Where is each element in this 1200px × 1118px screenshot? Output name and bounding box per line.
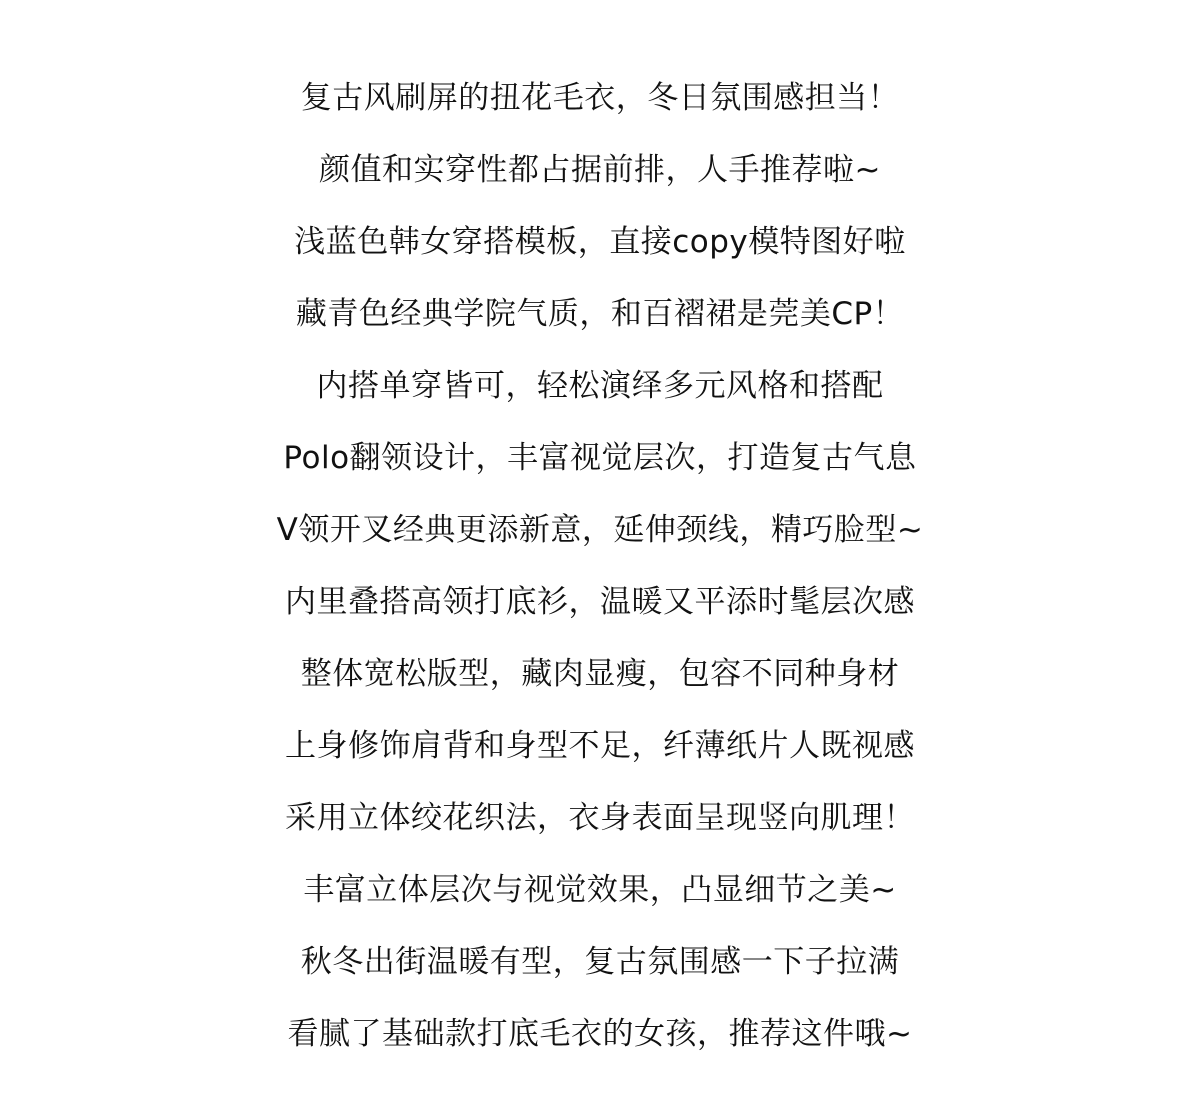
copy-line: Polo翻领设计，丰富视觉层次，打造复古气息 — [283, 440, 917, 476]
copy-line: 上身修饰肩背和身型不足，纤薄纸片人既视感 — [285, 728, 915, 764]
copy-line: V领开叉经典更添新意，延伸颈线，精巧脸型~ — [276, 512, 924, 548]
copy-line: 丰富立体层次与视觉效果，凸显细节之美~ — [303, 872, 897, 908]
copy-line: 藏青色经典学院气质，和百褶裙是莞美CP！ — [295, 296, 905, 332]
copy-line: 浅蓝色韩女穿搭模板，直接copy模特图好啦 — [294, 224, 906, 260]
copy-line: 内搭单穿皆可，轻松演绎多元风格和搭配 — [316, 368, 884, 404]
copy-line: 内里叠搭高领打底衫，温暖又平添时髦层次感 — [285, 584, 915, 620]
copy-line: 颜值和实穿性都占据前排，人手推荐啦~ — [319, 152, 881, 188]
copy-line: 看腻了基础款打底毛衣的女孩，推荐这件哦~ — [287, 1016, 913, 1052]
copy-line: 秋冬出街温暖有型，复古氛围感一下子拉满 — [300, 944, 900, 980]
copy-line: 采用立体绞花织法，衣身表面呈现竖向肌理！ — [285, 800, 915, 836]
copy-line: 整体宽松版型，藏肉显瘦，包容不同种身材 — [300, 656, 900, 692]
copy-line: 复古风刷屏的扭花毛衣，冬日氛围感担当！ — [300, 80, 900, 116]
product-copy-text — [0, 62, 1200, 1070]
